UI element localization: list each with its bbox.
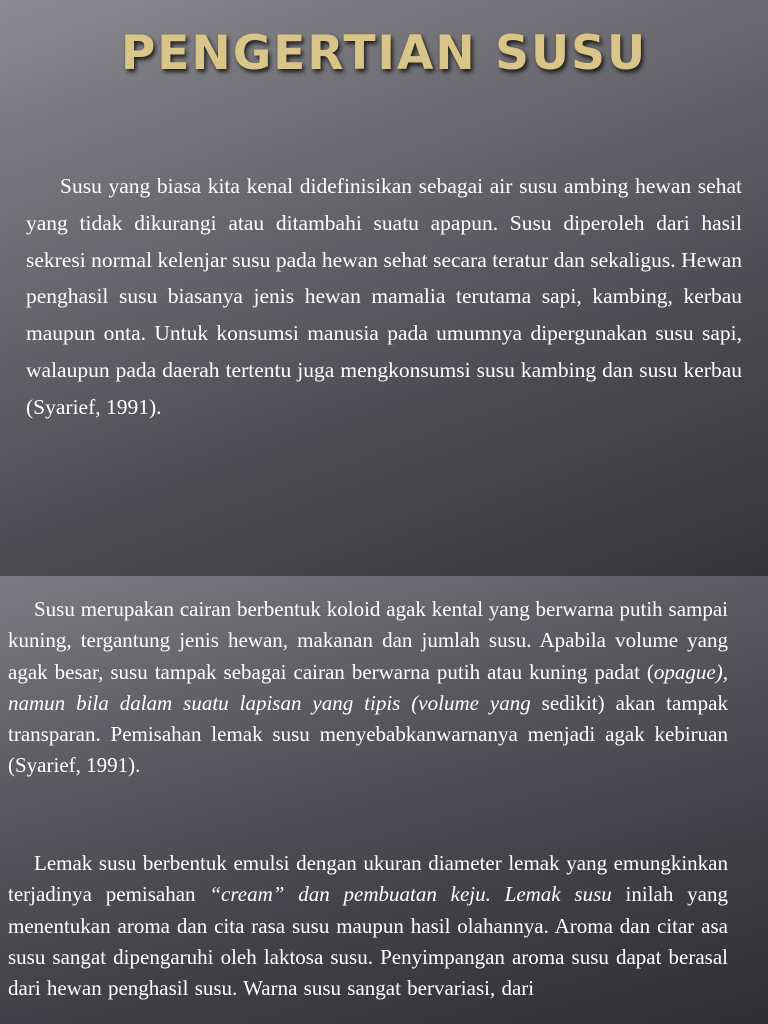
paragraph-text: inilah yang menentukan aroma dan cita rasa susu maupun hasil olahannya. Aroma dan citar asa susu sangat dipengaruhi oleh laktosa susu. Penyimpangan aroma susu dapat berasal dari hewan penghasil susu. Warna susu sangat bervariasi, dari xyxy=(8,882,728,1001)
slide-title: PENGERTIAN SUSU xyxy=(120,26,648,81)
paragraph-text: Susu merupakan cairan berbentuk koloid agak kental yang berwarna putih sampai kuning, tergantung jenis hewan, makanan dan jumlah susu. Apabila volume yang agak besar, susu tampak sebagai cairan berwarna putih atau kuning padat ( xyxy=(8,597,728,684)
slide-1-paragraph: Susu yang biasa kita kenal didefinisikan sebagai air susu ambing hewan sehat yang tidak dikurangi atau ditambahi suatu apapun. Susu diperoleh dari hasil sekresi normal kelenjar susu pada hewan sehat secara teratur dan sekaligus. Hewan penghasil susu biasanya jenis hewan mamalia terutama sapi, kambing, kerbau maupun onta. Untuk konsumsi manusia pada umumnya dipergunakan susu sapi, walaupun pada daerah tertentu juga mengkonsumsi susu kambing dan susu kerbau (Syarief, 1991). xyxy=(26,174,742,419)
paragraph-text: Lemak susu berbentuk emulsi dengan ukuran diameter lemak yang emungkinkan terjadinya pemisahan xyxy=(8,851,728,907)
slide-2-paragraph-2 xyxy=(8,848,728,1004)
slide-2-paragraph-1 xyxy=(8,594,728,782)
italic-text: “cream” dan pembuatan keju. Lemak susu xyxy=(209,882,612,907)
slide-2 xyxy=(0,576,768,1024)
paragraph-text: sedikit) akan tampak transparan. Pemisahan lemak susu menyebabkanwarnanya menjadi agak kebiruan (Syarief, 1991). xyxy=(8,690,728,778)
italic-text: opague), namun bila dalam suatu lapisan yang tipis (volume yang xyxy=(8,659,728,715)
